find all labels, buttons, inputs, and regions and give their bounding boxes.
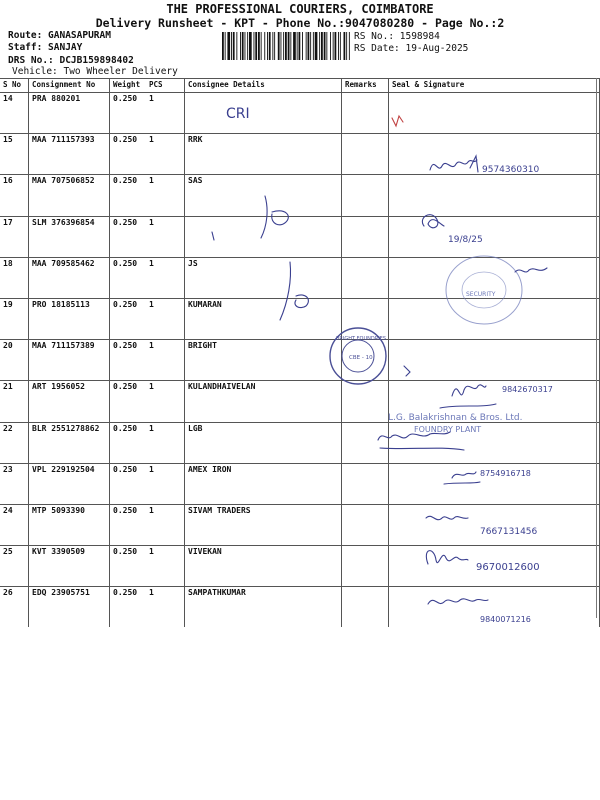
barcode-bar	[288, 32, 290, 60]
rs-date: RS Date: 19-Aug-2025	[354, 43, 469, 54]
table-row	[0, 587, 600, 628]
barcode-bar	[267, 32, 268, 60]
cell-consignment: MAA 711157393	[29, 134, 110, 175]
cell-weight: 0.250	[110, 134, 147, 175]
table-row	[0, 298, 600, 339]
cell-remarks	[342, 422, 389, 463]
cell-consignment: MAA 707506852	[29, 175, 110, 216]
barcode-bar	[297, 32, 298, 60]
table-right-border	[596, 78, 597, 618]
barcode-bar	[245, 32, 246, 60]
cell-consignee: VIVEKAN	[185, 546, 342, 587]
runsheet-subtitle: Delivery Runsheet - KPT - Phone No.:9047080280 - Page No.:2	[95, 16, 505, 30]
col-pcs: PCS	[146, 79, 185, 93]
barcode-bar	[247, 32, 248, 60]
cell-seal	[389, 216, 600, 257]
cell-pcs: 1	[146, 463, 185, 504]
cell-sno: 20	[0, 340, 29, 381]
cell-sno: 17	[0, 216, 29, 257]
cell-seal	[389, 257, 600, 298]
cell-pcs: 1	[146, 216, 185, 257]
cell-consignment: VPL 229192504	[29, 463, 110, 504]
barcode-bar	[249, 32, 252, 60]
cell-remarks	[342, 216, 389, 257]
barcode	[222, 32, 350, 60]
barcode-bar	[344, 32, 346, 60]
cell-consignee: KULANDHAIVELAN	[185, 381, 342, 422]
cell-pcs: 1	[146, 340, 185, 381]
cell-sno: 16	[0, 175, 29, 216]
cell-weight: 0.250	[110, 463, 147, 504]
barcode-bar	[281, 32, 282, 60]
cell-seal	[389, 340, 600, 381]
cell-consignee	[185, 216, 342, 257]
phone-row21: 9842670317	[502, 385, 553, 394]
table-row	[0, 546, 600, 587]
cell-weight: 0.250	[110, 340, 147, 381]
vehicle-label: Vehicle: Two Wheeler Delivery	[12, 66, 178, 77]
barcode-bar	[306, 32, 307, 60]
cell-consignee: SAS	[185, 175, 342, 216]
date-row17: 19/8/25	[448, 235, 483, 245]
barcode-bar	[272, 32, 273, 60]
cell-consignee	[185, 93, 342, 134]
barcode-bar	[258, 32, 260, 60]
cell-seal	[389, 546, 600, 587]
phone-row16: 9574360310	[482, 165, 540, 175]
table-row	[0, 93, 600, 134]
cell-sno: 23	[0, 463, 29, 504]
barcode-bar	[340, 32, 341, 60]
col-consignee: Consignee Details	[185, 79, 342, 93]
cell-seal	[389, 504, 600, 545]
cell-weight: 0.250	[110, 381, 147, 422]
cell-weight: 0.250	[110, 298, 147, 339]
cell-seal	[389, 381, 600, 422]
phone-row24: 7667131456	[480, 527, 538, 537]
cell-remarks	[342, 340, 389, 381]
phone-row26: 9840071216	[480, 615, 531, 624]
runsheet-table	[0, 78, 600, 627]
barcode-bar	[299, 32, 301, 60]
barcode-bar	[261, 32, 262, 60]
cell-consignee: KUMARAN	[185, 298, 342, 339]
cell-weight: 0.250	[110, 422, 147, 463]
barcode-bar	[255, 32, 257, 60]
cell-weight: 0.250	[110, 93, 147, 134]
barcode-bar	[349, 32, 350, 60]
cell-weight: 0.250	[110, 216, 147, 257]
table-row	[0, 257, 600, 298]
cell-consignee: RRK	[185, 134, 342, 175]
barcode-bar	[324, 32, 326, 60]
cell-remarks	[342, 175, 389, 216]
cell-seal	[389, 134, 600, 175]
barcode-bar	[321, 32, 323, 60]
col-consignment: Consignment No	[29, 79, 110, 93]
table-row	[0, 134, 600, 175]
cell-sno: 22	[0, 422, 29, 463]
cell-sno: 14	[0, 93, 29, 134]
cell-remarks	[342, 504, 389, 545]
cell-consignment: ART 1956052	[29, 381, 110, 422]
cell-weight: 0.250	[110, 504, 147, 545]
cell-remarks	[342, 463, 389, 504]
cell-consignee: BRIGHT	[185, 340, 342, 381]
cell-consignee: SAMPATHKUMAR	[185, 587, 342, 628]
barcode-bar	[254, 32, 255, 60]
cell-pcs: 1	[146, 381, 185, 422]
barcode-bar	[227, 32, 230, 60]
rs-number: RS No.: 1598984	[354, 31, 440, 42]
cell-pcs: 1	[146, 134, 185, 175]
cell-consignment: PRO 18185113	[29, 298, 110, 339]
company-title: THE PROFESSIONAL COURIERS, COIMBATORE	[166, 2, 434, 16]
barcode-bar	[240, 32, 241, 60]
cell-sno: 18	[0, 257, 29, 298]
barcode-bar	[278, 32, 280, 60]
barcode-bar	[302, 32, 303, 60]
cell-consignee: JS	[185, 257, 342, 298]
cell-weight: 0.250	[110, 257, 147, 298]
table-row	[0, 381, 600, 422]
col-sno: S No	[0, 79, 29, 93]
cell-pcs: 1	[146, 298, 185, 339]
cell-sno: 24	[0, 504, 29, 545]
barcode-bar	[231, 32, 232, 60]
barcode-bar	[236, 32, 237, 60]
cell-pcs: 1	[146, 587, 185, 628]
cell-sno: 19	[0, 298, 29, 339]
lgb-stamp-line1: L.G. Balakrishnan & Bros. Ltd.	[388, 413, 523, 423]
barcode-bar	[338, 32, 339, 60]
barcode-bar	[319, 32, 320, 60]
barcode-bar	[269, 32, 271, 60]
barcode-bar	[242, 32, 244, 60]
cell-consignee: AMEX IRON	[185, 463, 342, 504]
cell-consignment: BLR 2551278862	[29, 422, 110, 463]
cell-pcs: 1	[146, 175, 185, 216]
cell-weight: 0.250	[110, 175, 147, 216]
route-label: Route: GANASAPURAM	[8, 30, 111, 41]
barcode-bar	[264, 32, 265, 60]
barcode-bar	[330, 32, 331, 60]
barcode-bar	[308, 32, 310, 60]
barcode-bar	[222, 32, 224, 60]
barcode-bar	[326, 32, 327, 60]
cell-seal	[389, 422, 600, 463]
cell-seal	[389, 93, 600, 134]
cell-sno: 15	[0, 134, 29, 175]
barcode-bar	[290, 32, 291, 60]
cell-weight: 0.250	[110, 546, 147, 587]
cell-consignment: MTP 5093390	[29, 504, 110, 545]
table-row	[0, 463, 600, 504]
cell-sno: 21	[0, 381, 29, 422]
security-stamp-text: SECURITY	[466, 291, 496, 298]
cell-sno: 25	[0, 546, 29, 587]
table-row	[0, 175, 600, 216]
cell-seal	[389, 587, 600, 628]
cell-seal	[389, 298, 600, 339]
cell-consignment: EDQ 23905751	[29, 587, 110, 628]
cell-remarks	[342, 381, 389, 422]
cell-pcs: 1	[146, 93, 185, 134]
cell-pcs: 1	[146, 257, 185, 298]
table-row	[0, 216, 600, 257]
barcode-bar	[335, 32, 337, 60]
phone-row23: 8754916718	[480, 469, 531, 478]
table-row	[0, 422, 600, 463]
barcode-bar	[315, 32, 318, 60]
barcode-bar	[274, 32, 275, 60]
cell-pcs: 1	[146, 546, 185, 587]
cell-consignment: KVT 3390509	[29, 546, 110, 587]
cell-consignment: SLM 376396854	[29, 216, 110, 257]
cell-consignee: SIVAM TRADERS	[185, 504, 342, 545]
col-weight: Weight	[110, 79, 147, 93]
cell-consignee: LGB	[185, 422, 342, 463]
barcode-bar	[225, 32, 226, 60]
cell-remarks	[342, 134, 389, 175]
phone-row25: 9670012600	[476, 562, 540, 573]
cell-pcs: 1	[146, 422, 185, 463]
cell-remarks	[342, 93, 389, 134]
cell-weight: 0.250	[110, 587, 147, 628]
staff-label: Staff: SANJAY	[8, 42, 83, 53]
barcode-bar	[346, 32, 347, 60]
bright-stamp-text: BRIGHT FOUNDRIES	[336, 336, 386, 342]
cell-remarks	[342, 587, 389, 628]
cell-remarks	[342, 298, 389, 339]
cell-pcs: 1	[146, 504, 185, 545]
col-seal: Seal & Signature	[389, 79, 600, 93]
barcode-bar	[313, 32, 314, 60]
table-row	[0, 504, 600, 545]
cell-remarks	[342, 257, 389, 298]
lgb-stamp-line2: FOUNDRY PLANT	[414, 425, 482, 434]
cell-seal	[389, 175, 600, 216]
col-remarks: Remarks	[342, 79, 389, 93]
barcode-bar	[233, 32, 235, 60]
cell-consignment: MAA 709585462	[29, 257, 110, 298]
row14-note: CRI	[226, 106, 250, 122]
cell-consignment: MAA 711157389	[29, 340, 110, 381]
barcode-bar	[333, 32, 334, 60]
cell-remarks	[342, 546, 389, 587]
cell-seal	[389, 463, 600, 504]
barcode-bar	[293, 32, 296, 60]
cell-consignment: PRA 880201	[29, 93, 110, 134]
table-header-row	[0, 79, 600, 93]
table-row	[0, 340, 600, 381]
cell-sno: 26	[0, 587, 29, 628]
barcode-bar	[310, 32, 311, 60]
bright-stamp-city: CBE - 10	[349, 355, 373, 361]
barcode-bar	[283, 32, 284, 60]
drs-number: DRS No.: DCJB159898402	[8, 55, 134, 66]
barcode-bar	[285, 32, 287, 60]
